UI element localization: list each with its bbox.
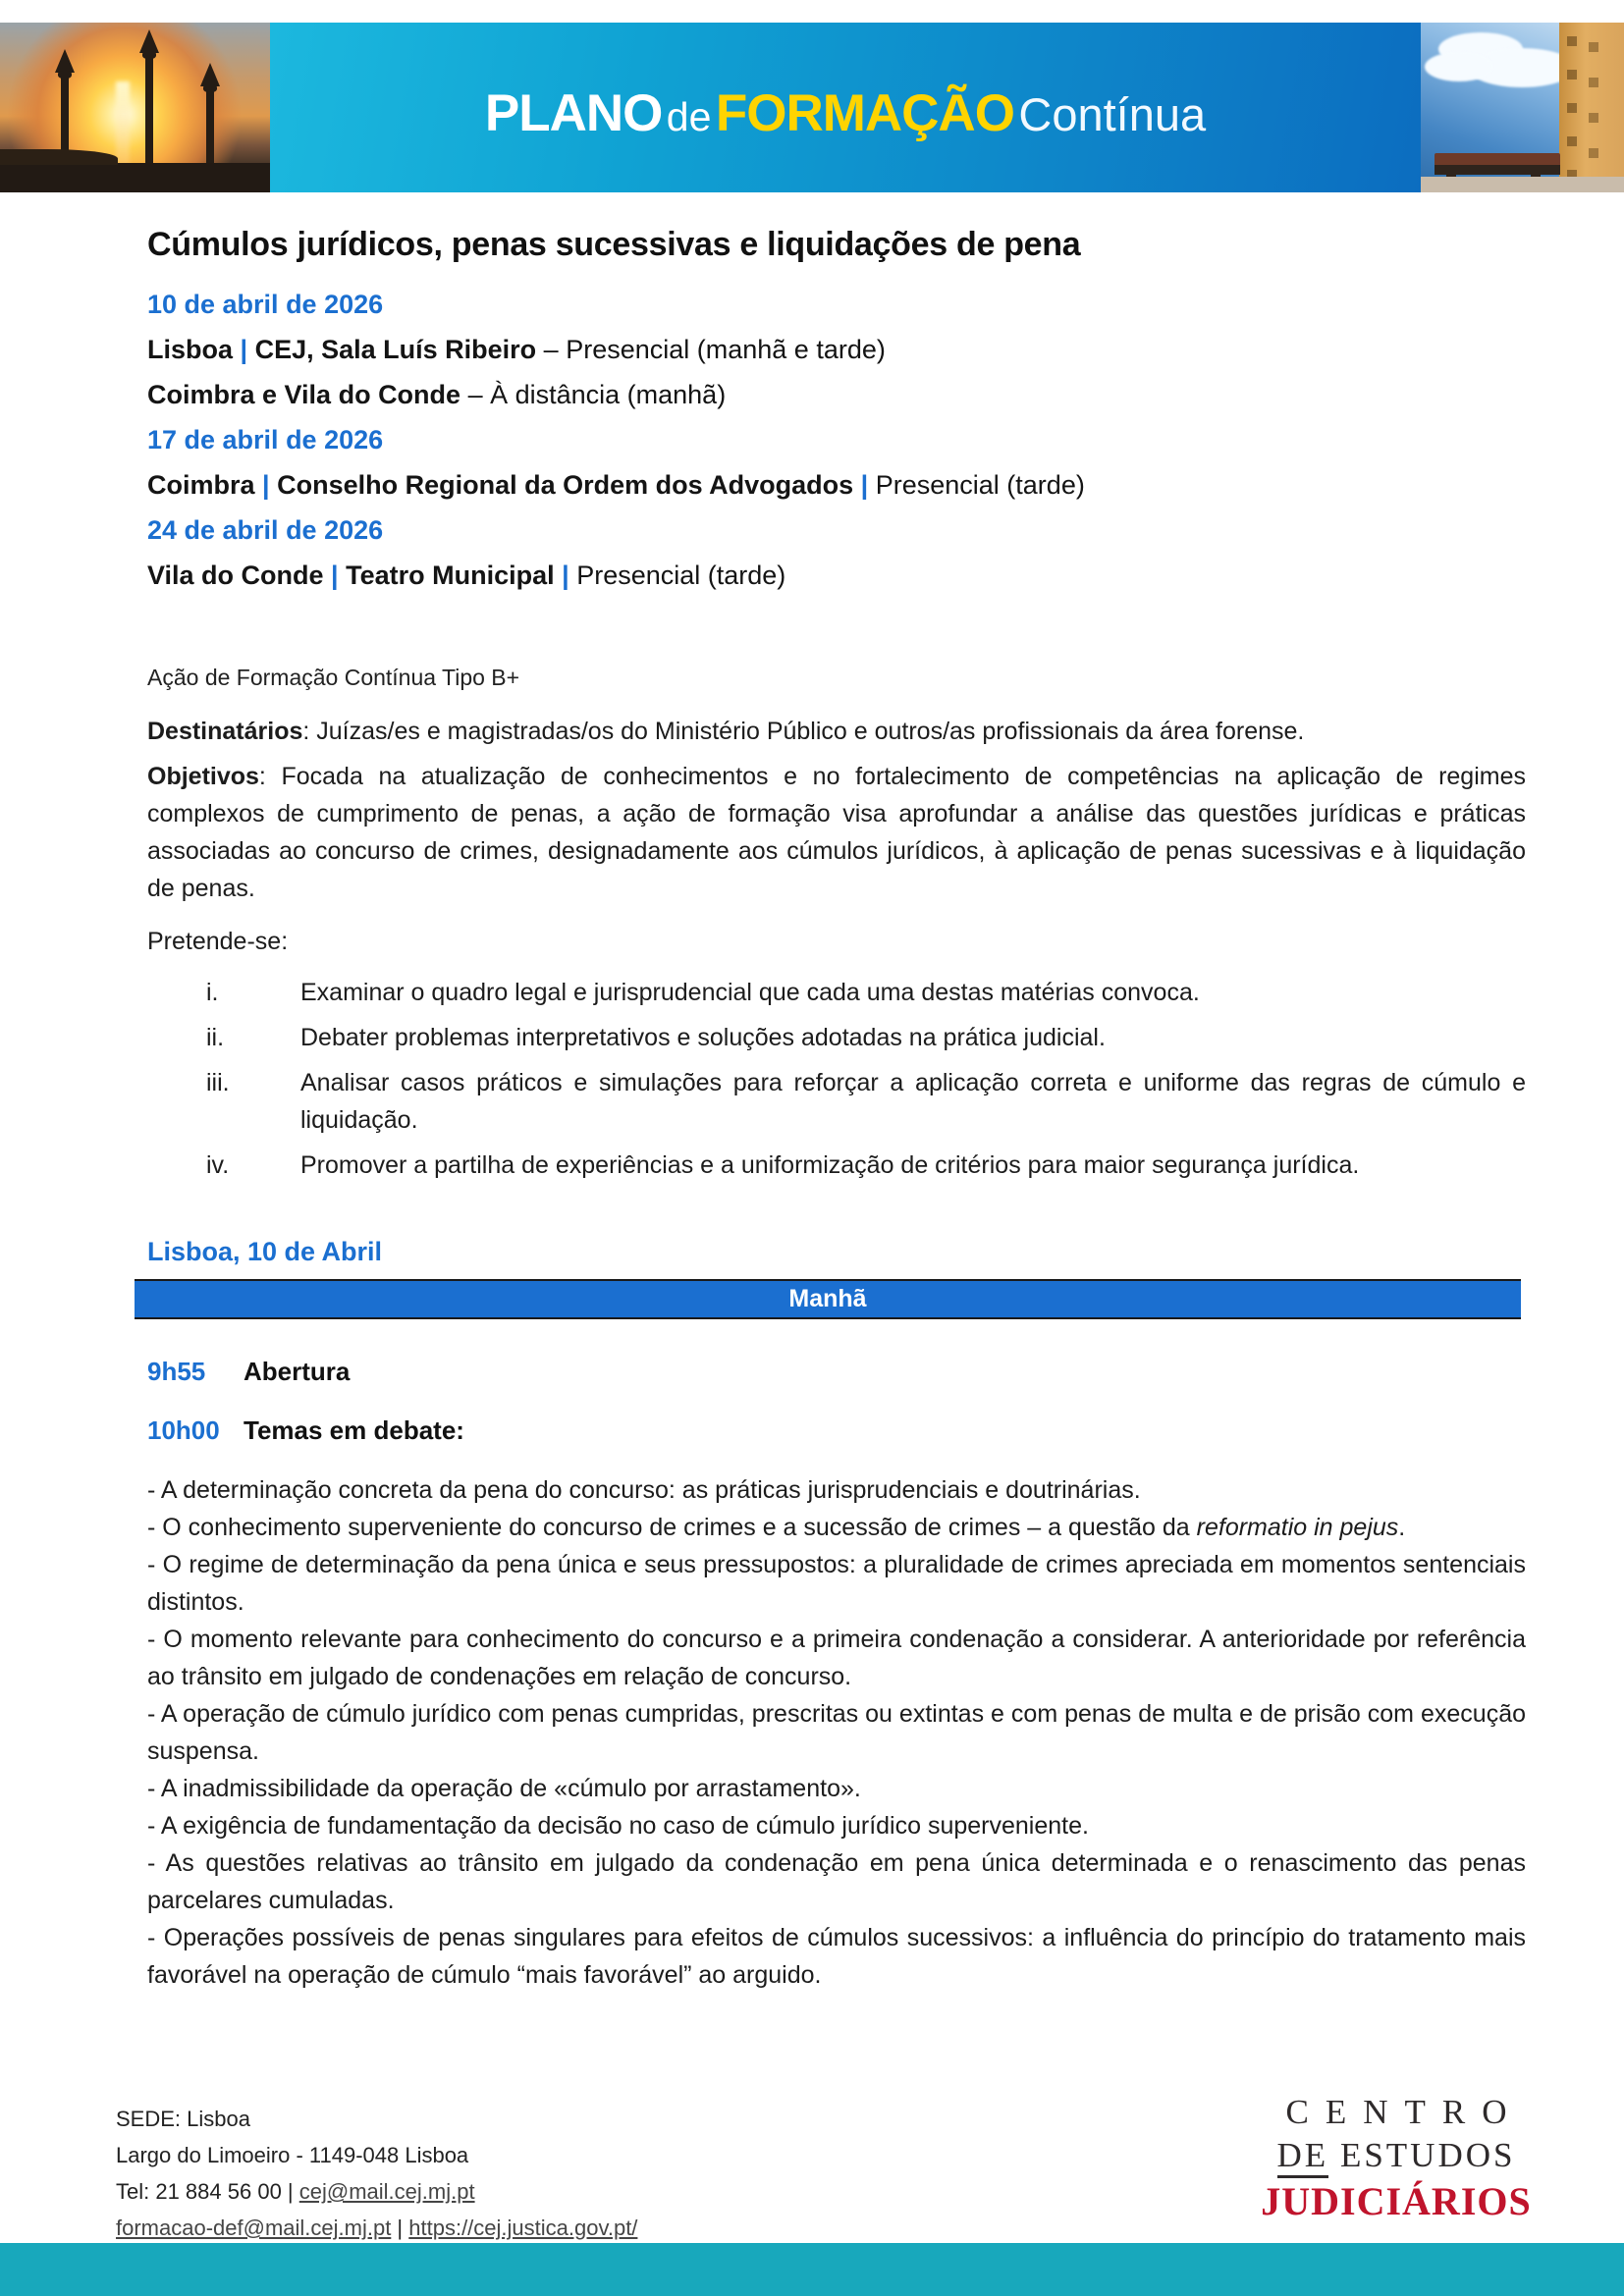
logo-de-estudos bbox=[1261, 2134, 1532, 2177]
session-location bbox=[147, 380, 1526, 409]
text-segment: reformatio in pejus bbox=[1196, 1514, 1399, 1541]
text-segment: | bbox=[323, 561, 347, 590]
sunset-photo bbox=[0, 23, 270, 192]
email-link-cej[interactable]: cej@mail.cej.mj.pt bbox=[298, 2179, 475, 2204]
period-bar-label: Manhã bbox=[788, 1285, 867, 1312]
schedule-row bbox=[147, 1357, 1526, 1391]
goal-list bbox=[147, 974, 1526, 1184]
destinatarios-text: : Juízas/es e magistradas/os do Ministério Público e outros/as profissionais da área forense. bbox=[302, 718, 1305, 745]
goal-number: iii. bbox=[206, 1069, 230, 1096]
session-location bbox=[147, 335, 1526, 364]
text-segment: CEJ, Sala Luís Ribeiro bbox=[254, 335, 537, 364]
header-banner bbox=[0, 23, 1624, 192]
city-silhouette bbox=[0, 163, 270, 192]
text-segment: Coimbra bbox=[147, 470, 255, 500]
banner-word-continua: Contínua bbox=[1018, 88, 1207, 140]
text-segment: | bbox=[554, 561, 577, 590]
footer-contact-block bbox=[116, 2101, 637, 2246]
pergola-shape bbox=[1435, 153, 1560, 167]
text-segment: Lisboa bbox=[147, 335, 234, 364]
destinatarios-paragraph bbox=[147, 713, 1526, 750]
goal-item bbox=[206, 974, 1526, 1011]
topic-item bbox=[147, 1695, 1526, 1770]
website-link[interactable]: https://cej.justica.gov.pt/ bbox=[408, 2216, 638, 2240]
text-segment: Conselho Regional da Ordem dos Advogados bbox=[277, 470, 854, 500]
session-date: 10 de abril de 2026 bbox=[147, 290, 384, 319]
ground-shape bbox=[1421, 177, 1624, 192]
footer-links-line bbox=[116, 2210, 637, 2246]
text-segment: Presencial (tarde) bbox=[576, 561, 786, 590]
text-segment: . bbox=[1398, 1514, 1406, 1541]
text-segment: Presencial (tarde) bbox=[875, 470, 1085, 500]
session-list bbox=[147, 290, 1526, 590]
topic-item bbox=[147, 1509, 1526, 1546]
topic-item bbox=[147, 1471, 1526, 1509]
objetivos-label: Objetivos bbox=[147, 763, 259, 790]
schedule-row bbox=[147, 1415, 1526, 1450]
topic-item bbox=[147, 1807, 1526, 1844]
building-photo bbox=[1421, 23, 1624, 192]
bottom-teal-bar bbox=[0, 2243, 1624, 2296]
page-title: Cúmulos jurídicos, penas sucessivas e liquidações de pena bbox=[147, 226, 1081, 263]
banner-band bbox=[270, 23, 1421, 192]
logo-centro: CENTRO bbox=[1285, 2093, 1524, 2131]
text-segment: Vila do Conde bbox=[147, 561, 324, 590]
logo-estudos: ESTUDOS bbox=[1328, 2136, 1516, 2174]
goal-number: iv. bbox=[206, 1151, 230, 1179]
footer-address: Largo do Limoeiro - 1149-048 Lisboa bbox=[116, 2143, 469, 2167]
text-segment: - As questões relativas ao trânsito em julgado da condenação em pena única determinada e o renascimento das penas parcelares cumuladas. bbox=[147, 1849, 1526, 1914]
banner-word-de: de bbox=[666, 94, 712, 139]
goal-number: ii. bbox=[206, 1024, 225, 1051]
goal-item bbox=[206, 1147, 1526, 1184]
building-shape bbox=[1559, 23, 1624, 192]
session-location bbox=[147, 561, 1526, 590]
schedule-title: Temas em debate: bbox=[244, 1415, 464, 1445]
text-segment: | bbox=[233, 335, 255, 364]
text-segment: - O momento relevante para conhecimento do concurso e a primeira condenação a considerar. A anterioridade por referência ao trânsito em julgado de condenações em relação de concurso. bbox=[147, 1626, 1526, 1690]
text-segment: – Presencial (manhã e tarde) bbox=[536, 335, 886, 364]
text-segment: | bbox=[254, 470, 278, 500]
footer-tel: Tel: 21 884 56 00 | bbox=[116, 2179, 299, 2204]
session-location bbox=[147, 470, 1526, 500]
goal-text: Examinar o quadro legal e jurisprudencial que cada uma destas matérias convoca. bbox=[300, 979, 1200, 1006]
schedule-time: 10h00 bbox=[147, 1415, 220, 1445]
logo-judiciarios: JUDICIÁRIOS bbox=[1261, 2179, 1532, 2223]
course-type-label: Ação de Formação Contínua Tipo B+ bbox=[147, 665, 520, 690]
cloud-shape bbox=[1425, 52, 1493, 81]
schedule-title: Abertura bbox=[244, 1357, 351, 1386]
footer-tel-line bbox=[116, 2173, 637, 2210]
schedule-list bbox=[147, 1357, 1526, 1450]
session-date: 17 de abril de 2026 bbox=[147, 425, 384, 454]
topic-item bbox=[147, 1770, 1526, 1807]
text-segment: - A inadmissibilidade da operação de «cúmulo por arrastamento». bbox=[147, 1775, 861, 1802]
goal-text: Debater problemas interpretativos e soluções adotadas na prática judicial. bbox=[300, 1024, 1106, 1051]
section-title: Lisboa, 10 de Abril bbox=[147, 1237, 383, 1266]
text-segment: - A operação de cúmulo jurídico com penas cumpridas, prescritas ou extintas e com penas de multa e de prisão com execução suspensa. bbox=[147, 1700, 1526, 1765]
session-date: 24 de abril de 2026 bbox=[147, 515, 384, 545]
topic-item bbox=[147, 1919, 1526, 1994]
goal-item bbox=[206, 1019, 1526, 1056]
sun-reflection bbox=[116, 81, 130, 175]
pretende-label: Pretende-se: bbox=[147, 928, 289, 955]
footer-sede: SEDE: Lisboa bbox=[116, 2107, 250, 2131]
topic-item bbox=[147, 1844, 1526, 1919]
banner-word-formacao: FORMAÇÃO bbox=[715, 84, 1014, 142]
logo-de: DE bbox=[1277, 2136, 1329, 2178]
objetivos-text: : Focada na atualização de conhecimentos e no fortalecimento de competências na aplicação de regimes complexos de cumprimento de penas, a ação de formação visa aprofundar a análise das questões jurídicas e práticas associadas ao concurso de crimes, designadamente aos cúmulos jurídicos, à aplicação de penas sucessivas e à liquidação de penas. bbox=[147, 763, 1526, 902]
footer-separator: | bbox=[391, 2216, 409, 2240]
schedule-time: 9h55 bbox=[147, 1357, 206, 1386]
cej-logo bbox=[1261, 2091, 1532, 2226]
text-segment: – À distância (manhã) bbox=[460, 380, 727, 409]
text-segment: - A determinação concreta da pena do concurso: as práticas jurisprudenciais e doutrinárias. bbox=[147, 1476, 1141, 1504]
text-segment: Teatro Municipal bbox=[346, 561, 555, 590]
text-segment: Coimbra e Vila do Conde bbox=[147, 380, 461, 409]
topic-list bbox=[147, 1471, 1526, 1994]
banner-word-plano: PLANO bbox=[484, 84, 663, 142]
text-segment: - O regime de determinação da pena única e seus pressupostos: a pluralidade de crimes apreciada em momentos sentenciais distintos. bbox=[147, 1551, 1526, 1616]
email-link-formacao[interactable]: formacao-def@mail.cej.mj.pt bbox=[116, 2216, 392, 2240]
period-bar bbox=[135, 1279, 1521, 1319]
text-segment: - Operações possíveis de penas singulares para efeitos de cúmulos sucessivos: a influência do princípio do tratamento mais favorável na operação de cúmulo “mais favorável” ao arguido. bbox=[147, 1924, 1526, 1989]
goal-item bbox=[206, 1064, 1526, 1139]
text-segment: - O conhecimento superveniente do concurso de crimes e a sucessão de crimes – a questão da bbox=[147, 1514, 1197, 1541]
topic-item bbox=[147, 1621, 1526, 1695]
goal-text: Promover a partilha de experiências e a uniformização de critérios para maior segurança jurídica. bbox=[300, 1151, 1360, 1179]
banner-title bbox=[485, 83, 1206, 143]
goal-number: i. bbox=[206, 979, 219, 1006]
goal-text: Analisar casos práticos e simulações para reforçar a aplicação correta e uniforme das regras de cúmulo e liquidação. bbox=[300, 1069, 1526, 1134]
text-segment: | bbox=[853, 470, 876, 500]
destinatarios-label: Destinatários bbox=[147, 718, 303, 745]
objetivos-paragraph bbox=[147, 758, 1526, 907]
document-content bbox=[0, 192, 1624, 1994]
topic-item bbox=[147, 1546, 1526, 1621]
text-segment: - A exigência de fundamentação da decisão no caso de cúmulo jurídico superveniente. bbox=[147, 1812, 1089, 1840]
